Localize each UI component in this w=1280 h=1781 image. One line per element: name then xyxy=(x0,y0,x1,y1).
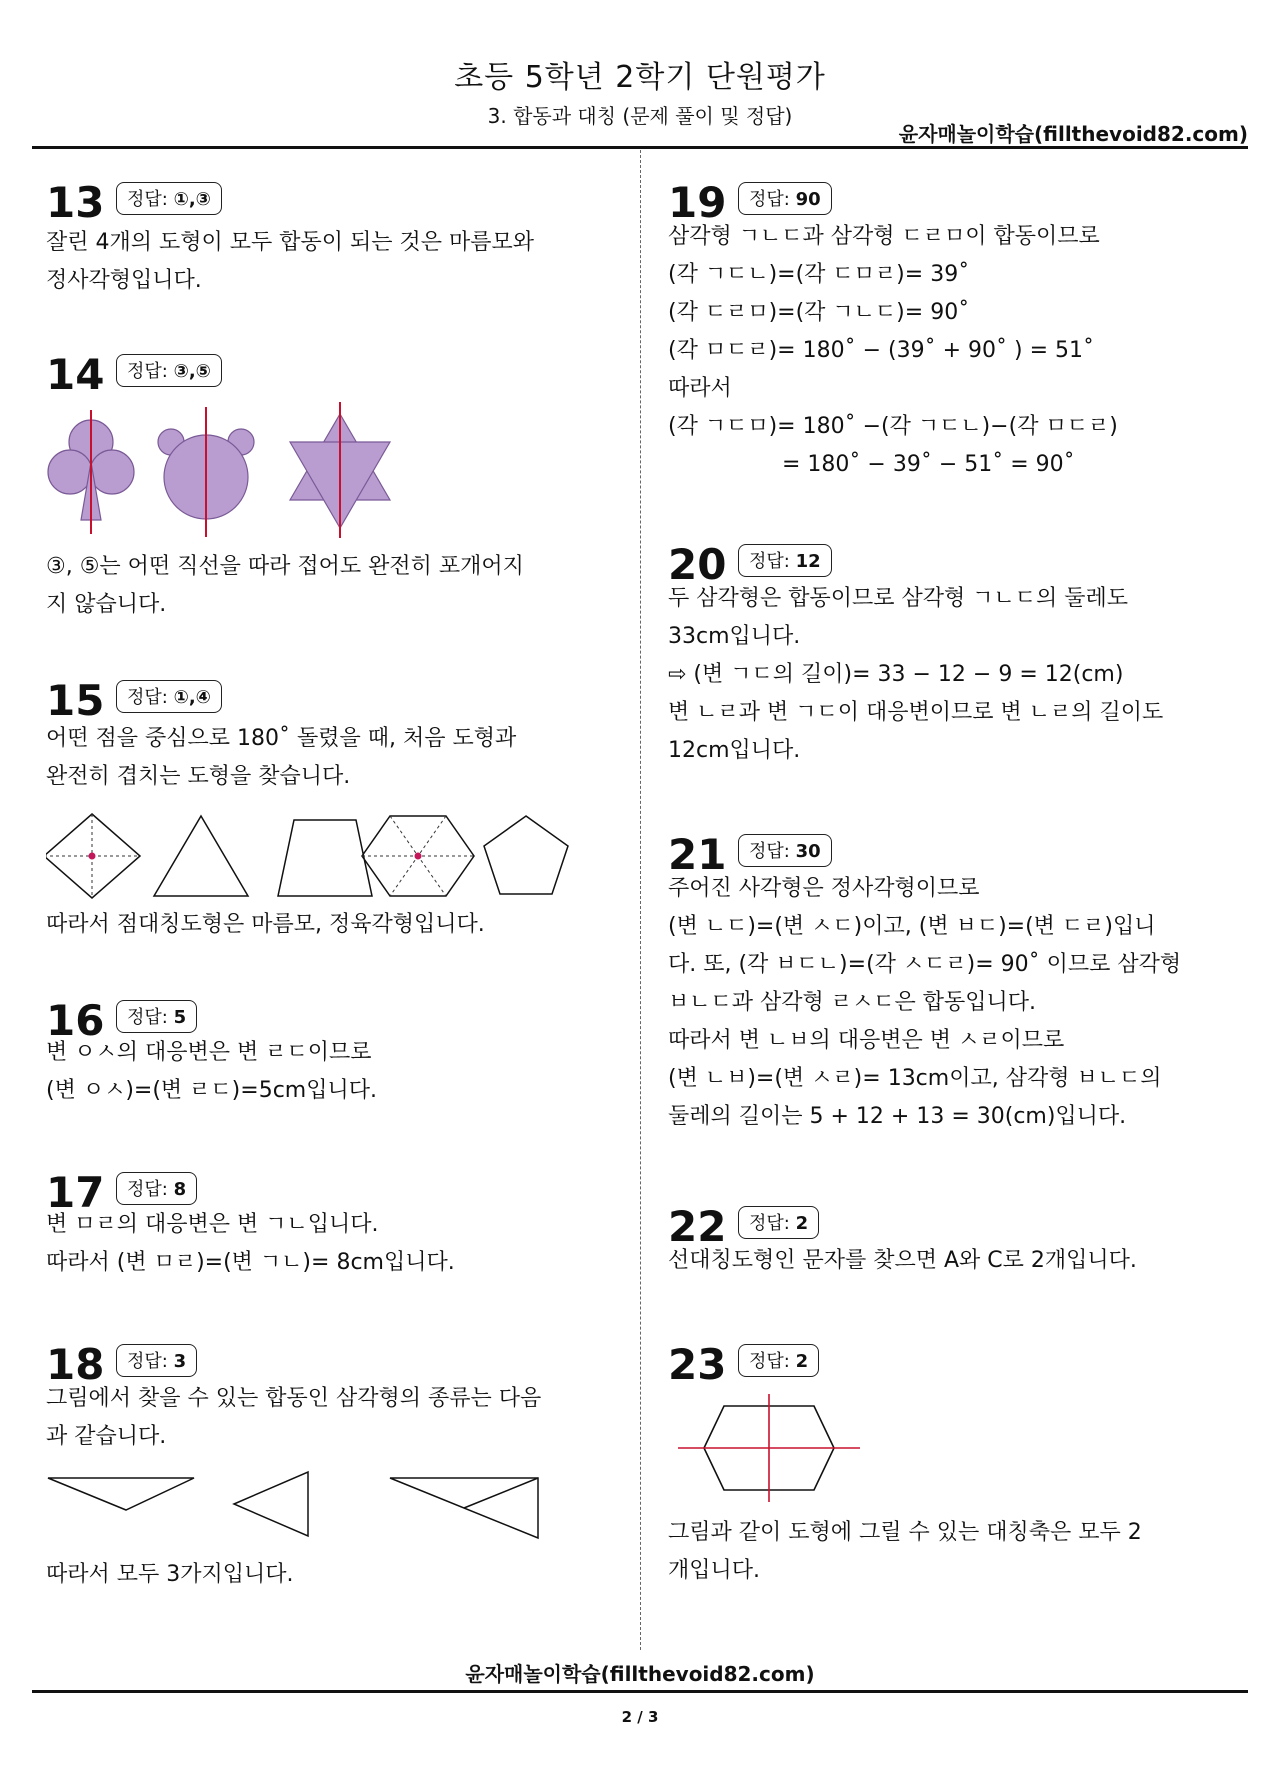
hexagon-axes-figure xyxy=(676,1394,876,1504)
solution-line: 선대칭도형인 문자를 찾으면 A와 C로 2개입니다. xyxy=(668,1248,1137,1273)
solution-line: 따라서 점대칭도형은 마름모, 정육각형입니다. xyxy=(46,912,485,937)
answer-value: 8 xyxy=(173,1179,187,1200)
solution-line: ㅂㄴㄷ과 삼각형 ㄹㅅㄷ은 합동입니다. xyxy=(668,990,1037,1015)
trapezoid-shape xyxy=(278,820,372,896)
answer-label: 정답: xyxy=(749,1213,790,1234)
solution-line: 그림과 같이 도형에 그릴 수 있는 대칭축은 모두 2 xyxy=(668,1520,1142,1545)
congruent-triangles-figure xyxy=(46,1470,546,1540)
solution-line: 어떤 점을 중심으로 180˚ 돌렸을 때, 처음 도형과 xyxy=(46,726,517,751)
question-number: 18 xyxy=(46,1340,105,1389)
solution-line: 개입니다. xyxy=(668,1558,761,1583)
solution-line: 둘레의 길이는 5 + 12 + 13 = 30(cm)입니다. xyxy=(668,1104,1127,1129)
point-symmetry-figure xyxy=(46,808,586,904)
question-number: 19 xyxy=(668,178,727,227)
page-subtitle: 3. 합동과 대칭 (문제 풀이 및 정답) xyxy=(487,104,793,128)
footer-brand: 윤자매놀이학습(fillthevoid82.com) xyxy=(465,1662,815,1686)
answer-label: 정답: xyxy=(127,1179,168,1200)
solution-line: 다. 또, (각 ㅂㄷㄴ)=(각 ㅅㄷㄹ)= 90˚ 이므로 삼각형 xyxy=(668,952,1182,977)
solution-line: 12cm입니다. xyxy=(668,738,801,763)
solution-line: (각 ㄱㄷㅁ)= 180˚ −(각 ㄱㄷㄴ)−(각 ㅁㄷㄹ) xyxy=(668,414,1118,439)
answer-value: 30 xyxy=(795,841,821,862)
solution-line: 따라서 변 ㄴㅂ의 대응변은 변 ㅅㄹ이므로 xyxy=(668,1028,1065,1053)
solution-line: 따라서 (변 ㅁㄹ)=(변 ㄱㄴ)= 8cm입니다. xyxy=(46,1250,455,1275)
pentagon-shape xyxy=(484,816,568,894)
column-divider xyxy=(640,150,641,1650)
solution-line: 완전히 겹치는 도형을 찾습니다. xyxy=(46,764,351,789)
answer-label: 정답: xyxy=(749,189,790,210)
solution-line: 주어진 사각형은 정사각형이므로 xyxy=(668,876,980,901)
answer-box xyxy=(116,1172,197,1205)
answer-value: 2 xyxy=(795,1213,809,1234)
answer-value: ③,⑤ xyxy=(173,361,211,382)
header-rule xyxy=(32,146,1248,149)
solution-line: 변 ㅇㅅ의 대응변은 변 ㄹㄷ이므로 xyxy=(46,1040,372,1065)
symmetry-shapes-figure xyxy=(46,402,406,542)
triangle-shape xyxy=(234,1472,308,1536)
answer-label: 정답: xyxy=(749,551,790,572)
question-number: 20 xyxy=(668,540,727,589)
header-brand: 윤자매놀이학습(fillthevoid82.com) xyxy=(898,122,1248,146)
answer-label: 정답: xyxy=(127,361,168,382)
question-number: 21 xyxy=(668,830,727,879)
answer-box xyxy=(116,1000,197,1033)
solution-line: 두 삼각형은 합동이므로 삼각형 ㄱㄴㄷ의 둘레도 xyxy=(668,586,1129,611)
solution-line: 변 ㅁㄹ의 대응변은 변 ㄱㄴ입니다. xyxy=(46,1212,379,1237)
center-point xyxy=(89,853,96,860)
answer-box xyxy=(738,1206,819,1239)
question-number: 22 xyxy=(668,1202,727,1251)
answer-box xyxy=(116,354,222,387)
question-number: 14 xyxy=(46,350,105,399)
solution-line: 잘린 4개의 도형이 모두 합동이 되는 것은 마름모와 xyxy=(46,230,534,255)
answer-box xyxy=(116,1344,197,1377)
solution-line: (각 ㅁㄷㄹ)= 180˚ − (39˚ + 90˚ ) = 51˚ xyxy=(668,338,1094,363)
solution-line: 그림에서 찾을 수 있는 합동인 삼각형의 종류는 다음 xyxy=(46,1386,542,1411)
answer-value: 5 xyxy=(173,1007,187,1028)
solution-line: 삼각형 ㄱㄴㄷ과 삼각형 ㄷㄹㅁ이 합동이므로 xyxy=(668,224,1100,249)
answer-value: 12 xyxy=(795,551,821,572)
solution-line: 지 않습니다. xyxy=(46,592,167,617)
answer-box xyxy=(738,544,832,577)
solution-line: ③, ⑤는 어떤 직선을 따라 접어도 완전히 포개어지 xyxy=(46,554,524,579)
page-number: 2 / 3 xyxy=(621,1708,659,1726)
answer-box xyxy=(738,834,832,867)
solution-line: 과 같습니다. xyxy=(46,1424,167,1449)
footer-rule xyxy=(32,1690,1248,1693)
question-number: 17 xyxy=(46,1168,105,1217)
question-number: 23 xyxy=(668,1340,727,1389)
solution-line: 따라서 모두 3가지입니다. xyxy=(46,1562,294,1587)
question-number: 15 xyxy=(46,676,105,725)
solution-line: (변 ㄴㄷ)=(변 ㅅㄷ)이고, (변 ㅂㄷ)=(변 ㄷㄹ)입니 xyxy=(668,914,1156,939)
answer-label: 정답: xyxy=(127,1351,168,1372)
solution-line: (변 ㅇㅅ)=(변 ㄹㄷ)=5cm입니다. xyxy=(46,1078,377,1103)
answer-label: 정답: xyxy=(749,1351,790,1372)
center-point xyxy=(415,853,422,860)
solution-line: 정사각형입니다. xyxy=(46,268,202,293)
answer-box xyxy=(116,182,222,215)
solution-line: = 180˚ − 39˚ − 51˚ = 90˚ xyxy=(782,452,1075,477)
answer-value: ①,③ xyxy=(173,189,211,210)
answer-box xyxy=(738,1344,819,1377)
answer-value: 3 xyxy=(173,1351,187,1372)
answer-label: 정답: xyxy=(127,687,168,708)
answer-label: 정답: xyxy=(127,1007,168,1028)
answer-box xyxy=(738,182,832,215)
solution-line: 33cm입니다. xyxy=(668,624,801,649)
triangle-shape xyxy=(48,1478,194,1510)
triangle-shape xyxy=(154,816,248,896)
answer-box xyxy=(116,680,222,713)
page-title: 초등 5학년 2학기 단원평가 xyxy=(454,60,826,95)
answer-label: 정답: xyxy=(749,841,790,862)
answer-value: ①,④ xyxy=(173,687,211,708)
solution-line: 따라서 xyxy=(668,376,732,401)
solution-line: (각 ㄱㄷㄴ)=(각 ㄷㅁㄹ)= 39˚ xyxy=(668,262,970,287)
solution-line: 변 ㄴㄹ과 변 ㄱㄷ이 대응변이므로 변 ㄴㄹ의 길이도 xyxy=(668,700,1164,725)
solution-line: (각 ㄷㄹㅁ)=(각 ㄱㄴㄷ)= 90˚ xyxy=(668,300,970,325)
question-number: 16 xyxy=(46,996,105,1045)
solution-line: ⇨ (변 ㄱㄷ의 길이)= 33 − 12 − 9 = 12(cm) xyxy=(668,662,1124,687)
question-number: 13 xyxy=(46,178,105,227)
answer-label: 정답: xyxy=(127,189,168,210)
solution-line: (변 ㄴㅂ)=(변 ㅅㄹ)= 13cm이고, 삼각형 ㅂㄴㄷ의 xyxy=(668,1066,1162,1091)
answer-value: 90 xyxy=(795,189,821,210)
answer-value: 2 xyxy=(795,1351,809,1372)
